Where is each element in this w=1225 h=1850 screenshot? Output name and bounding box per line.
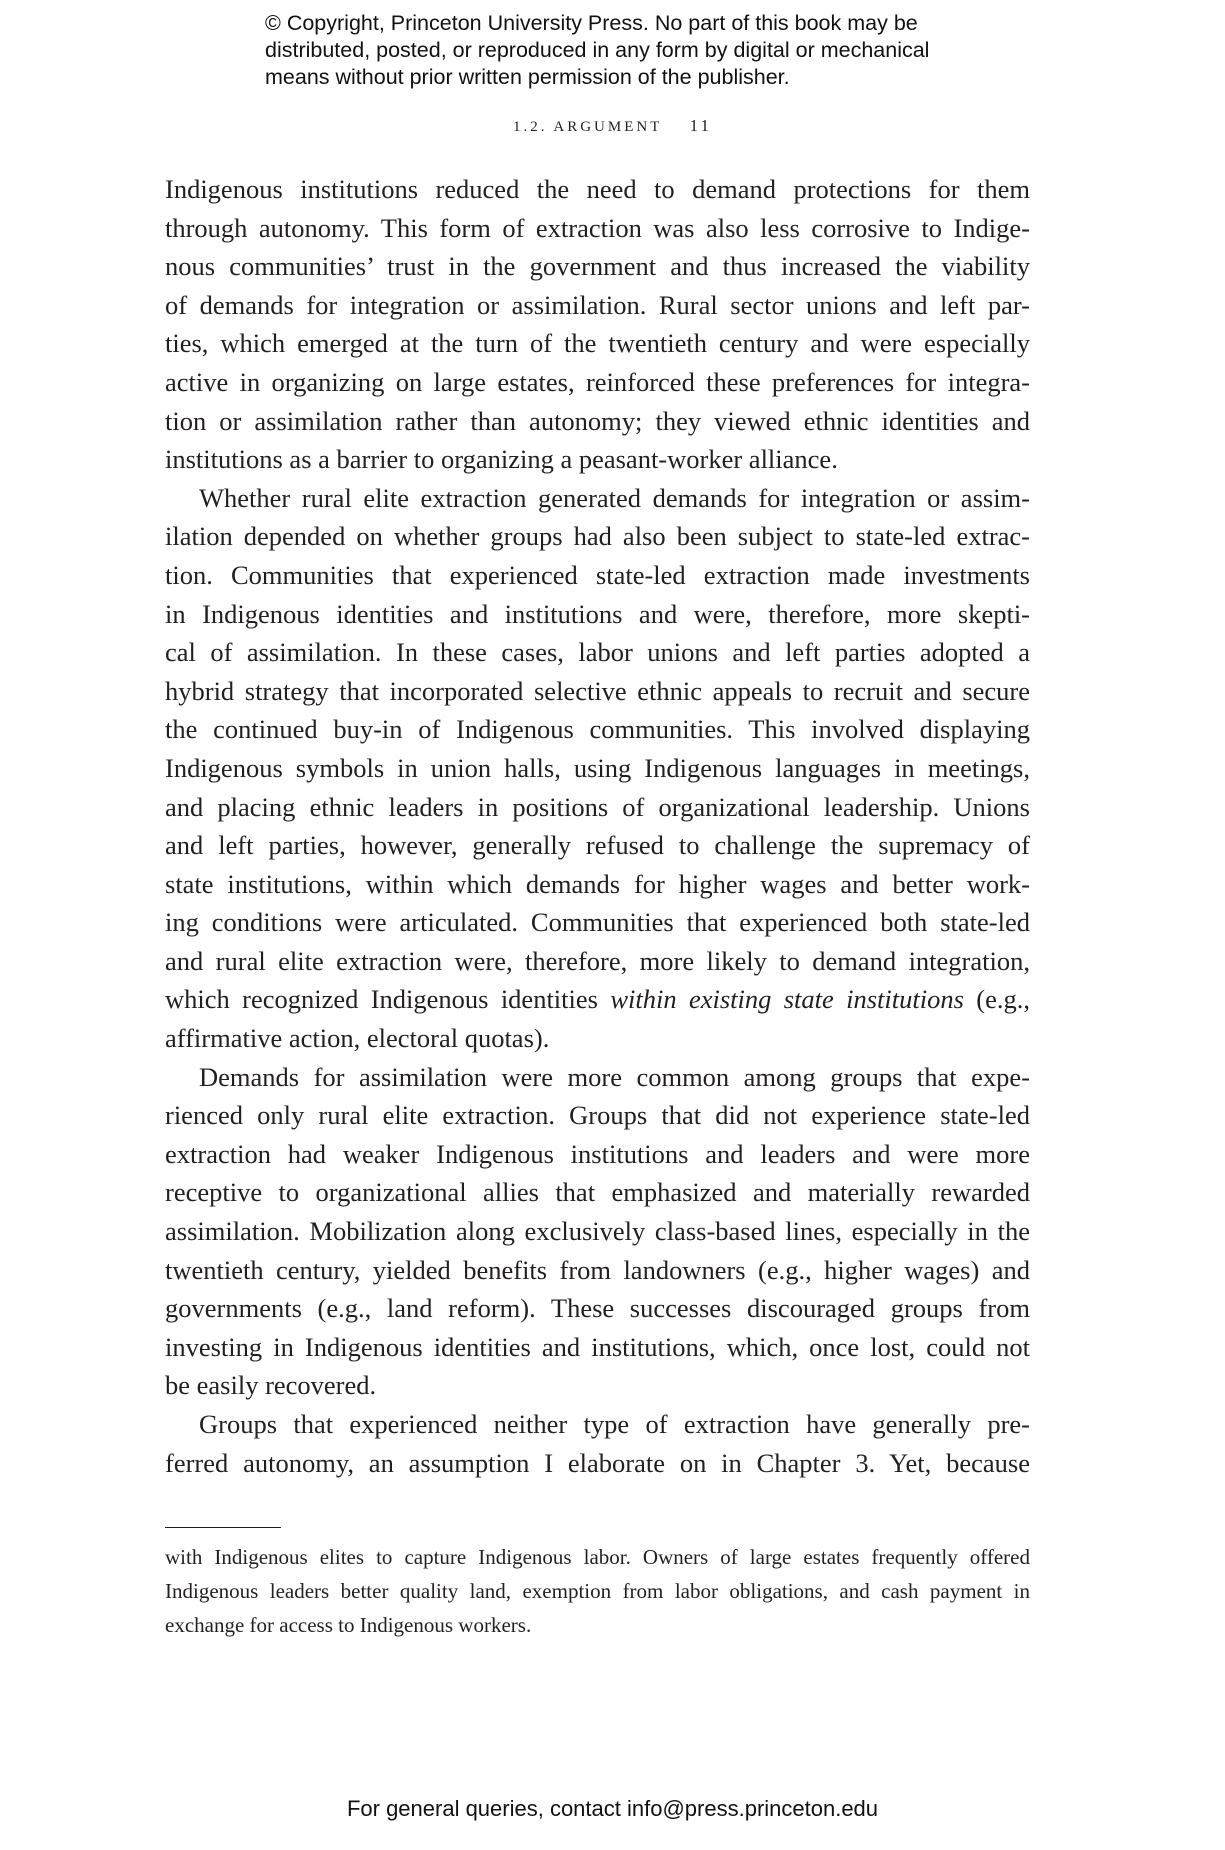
text-line: Indigenous symbols in union halls, using Indigenous languages in meetings,	[165, 752, 1030, 783]
copyright-line: © Copyright, Princeton University Press. No part of this book may be	[265, 11, 918, 35]
text-line: rienced only rural elite extraction. Groups that did not experience state-led	[165, 1100, 1030, 1131]
text-line: tion or assimilation rather than autonomy; they viewed ethnic identities and	[165, 405, 1030, 436]
text-line: and left parties, however, generally refused to challenge the supremacy of	[165, 830, 1030, 861]
text-line: through autonomy. This form of extraction was also less corrosive to Indige-	[165, 212, 1030, 243]
footnote-line: Indigenous leaders better quality land, exemption from labor obligations, and cash payment in	[165, 1579, 1030, 1603]
text-line: in Indigenous identities and institutions and were, therefore, more skepti-	[165, 598, 1030, 629]
running-head	[0, 116, 1225, 136]
text-line: twentieth century, yielded benefits from landowners (e.g., higher wages) and	[165, 1254, 1030, 1285]
text-line: of demands for integration or assimilation. Rural sector unions and left par-	[165, 289, 1030, 320]
text-line: and rural elite extraction were, therefore, more likely to demand integration,	[165, 945, 1030, 976]
body-text	[165, 170, 1030, 1482]
text-line: tion. Communities that experienced state-led extraction made investments	[165, 559, 1030, 590]
text-line: be easily recovered.	[165, 1370, 377, 1401]
text-line: and placing ethnic leaders in positions of organizational leadership. Unions	[165, 791, 1030, 822]
text-line: the continued buy-in of Indigenous communities. This involved displaying	[165, 714, 1030, 745]
text-line: Indigenous institutions reduced the need to demand protections for them	[165, 174, 1030, 204]
text-line: ing conditions were articulated. Communities that experienced both state-led	[165, 907, 1030, 938]
text-line: institutions as a barrier to organizing a peasant-worker alliance.	[165, 444, 838, 475]
text-line: Whether rural elite extraction generated demands for integration or assim-	[199, 482, 1030, 513]
text-line: nous communities’ trust in the government and thus increased the viability	[165, 251, 1030, 282]
section-title: 1.2. ARGUMENT	[512, 119, 663, 135]
footnote-line: exchange for access to Indigenous workers.	[165, 1613, 532, 1637]
contact-footer: For general queries, contact info@press.princeton.edu	[346, 1796, 879, 1821]
text-line: ferred autonomy, an assumption I elaborate on in Chapter 3. Yet, because	[165, 1447, 1030, 1478]
copyright-line: means without prior written permission of the publisher.	[265, 65, 790, 89]
footnote-line: with Indigenous elites to capture Indigenous labor. Owners of large estates frequently offered	[165, 1545, 1030, 1569]
text-line: Demands for assimilation were more common among groups that expe-	[199, 1061, 1030, 1092]
text-line: active in organizing on large estates, reinforced these preferences for integra-	[165, 366, 1030, 397]
text-run: (e.g.,	[963, 984, 1030, 1015]
footnote-divider	[165, 1527, 281, 1528]
text-line: cal of assimilation. In these cases, labor unions and left parties adopted a	[165, 637, 1030, 668]
text-line: ilation depended on whether groups had also been subject to state-led extrac-	[165, 521, 1030, 552]
copyright-line: distributed, posted, or reproduced in any form by digital or mechanical	[265, 38, 930, 62]
copyright-notice	[265, 10, 1025, 91]
text-line: investing in Indigenous identities and institutions, which, once lost, could not	[165, 1331, 1030, 1362]
text-line: governments (e.g., land reform). These successes discouraged groups from	[165, 1293, 1030, 1324]
italic-text-run: within existing state institutions	[610, 984, 964, 1015]
text-line: receptive to organizational allies that emphasized and materially rewarded	[165, 1177, 1030, 1208]
text-line: ties, which emerged at the turn of the twentieth century and were especially	[165, 328, 1030, 359]
text-line: state institutions, within which demands for higher wages and better work-	[165, 868, 1030, 899]
page-number: 11	[689, 116, 713, 135]
text-line: affirmative action, electoral quotas).	[165, 1023, 550, 1054]
text-line: extraction had weaker Indigenous institutions and leaders and were more	[165, 1138, 1030, 1169]
text-line-with-italic	[165, 980, 1030, 1019]
footnote	[165, 1540, 1030, 1642]
text-run: which recognized Indigenous identities	[165, 984, 611, 1015]
text-line: hybrid strategy that incorporated selective ethnic appeals to recruit and secure	[165, 675, 1030, 706]
text-line: assimilation. Mobilization along exclusively class-based lines, especially in the	[165, 1216, 1030, 1247]
text-line: Groups that experienced neither type of extraction have generally pre-	[199, 1409, 1030, 1439]
